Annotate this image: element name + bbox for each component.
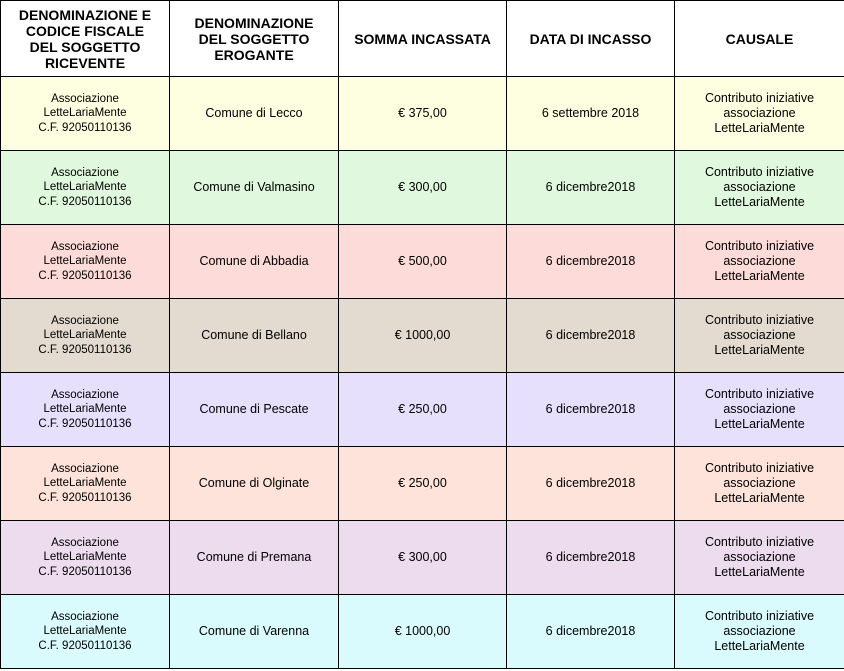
donor-cell: Comune di Varenna	[170, 595, 339, 669]
donor-cell: Comune di Premana	[170, 521, 339, 595]
recipient-cell: Associazione LetteLariaMente C.F. 92050110136	[1, 299, 170, 373]
reason-cell: Contributo iniziative associazione LetteLariaMente	[675, 299, 844, 373]
table-row	[1, 151, 844, 225]
table-row	[1, 77, 844, 151]
amount-cell: € 500,00	[339, 225, 507, 299]
table-row	[1, 447, 844, 521]
recipient-cell: Associazione LetteLariaMente C.F. 92050110136	[1, 373, 170, 447]
table-row	[1, 299, 844, 373]
date-cell: 6 dicembre2018	[507, 151, 675, 225]
recipient-cell: Associazione LetteLariaMente C.F. 92050110136	[1, 447, 170, 521]
amount-cell: € 250,00	[339, 447, 507, 521]
date-cell: 6 dicembre2018	[507, 299, 675, 373]
recipient-cell: Associazione LetteLariaMente C.F. 92050110136	[1, 151, 170, 225]
date-cell: 6 dicembre2018	[507, 595, 675, 669]
header-amount: SOMMA INCASSATA	[339, 1, 507, 77]
donor-cell: Comune di Lecco	[170, 77, 339, 151]
donor-cell: Comune di Olginate	[170, 447, 339, 521]
header-recipient: DENOMINAZIONE E CODICE FISCALE DEL SOGGETTO RICEVENTE	[1, 1, 170, 77]
reason-cell: Contributo iniziative associazione LetteLariaMente	[675, 521, 844, 595]
donor-cell: Comune di Pescate	[170, 373, 339, 447]
reason-cell: Contributo iniziative associazione LetteLariaMente	[675, 151, 844, 225]
amount-cell: € 300,00	[339, 521, 507, 595]
recipient-cell: Associazione LetteLariaMente C.F. 92050110136	[1, 77, 170, 151]
reason-cell: Contributo iniziative associazione LetteLariaMente	[675, 225, 844, 299]
donor-cell: Comune di Valmasino	[170, 151, 339, 225]
table-row	[1, 373, 844, 447]
date-cell: 6 dicembre2018	[507, 373, 675, 447]
reason-cell: Contributo iniziative associazione LetteLariaMente	[675, 373, 844, 447]
table-row	[1, 225, 844, 299]
reason-cell: Contributo iniziative associazione LetteLariaMente	[675, 447, 844, 521]
header-row	[1, 1, 844, 77]
recipient-cell: Associazione LetteLariaMente C.F. 92050110136	[1, 225, 170, 299]
recipient-cell: Associazione LetteLariaMente C.F. 92050110136	[1, 595, 170, 669]
amount-cell: € 1000,00	[339, 299, 507, 373]
table-row	[1, 595, 844, 669]
donor-cell: Comune di Abbadia	[170, 225, 339, 299]
table-row	[1, 521, 844, 595]
date-cell: 6 dicembre2018	[507, 225, 675, 299]
header-reason: CAUSALE	[675, 1, 844, 77]
amount-cell: € 1000,00	[339, 595, 507, 669]
header-date: DATA DI INCASSO	[507, 1, 675, 77]
donor-cell: Comune di Bellano	[170, 299, 339, 373]
header-donor: DENOMINAZIONE DEL SOGGETTO EROGANTE	[170, 1, 339, 77]
date-cell: 6 dicembre2018	[507, 447, 675, 521]
amount-cell: € 375,00	[339, 77, 507, 151]
recipient-cell: Associazione LetteLariaMente C.F. 92050110136	[1, 521, 170, 595]
reason-cell: Contributo iniziative associazione LetteLariaMente	[675, 595, 844, 669]
date-cell: 6 dicembre2018	[507, 521, 675, 595]
amount-cell: € 300,00	[339, 151, 507, 225]
reason-cell: Contributo iniziative associazione LetteLariaMente	[675, 77, 844, 151]
amount-cell: € 250,00	[339, 373, 507, 447]
date-cell: 6 settembre 2018	[507, 77, 675, 151]
